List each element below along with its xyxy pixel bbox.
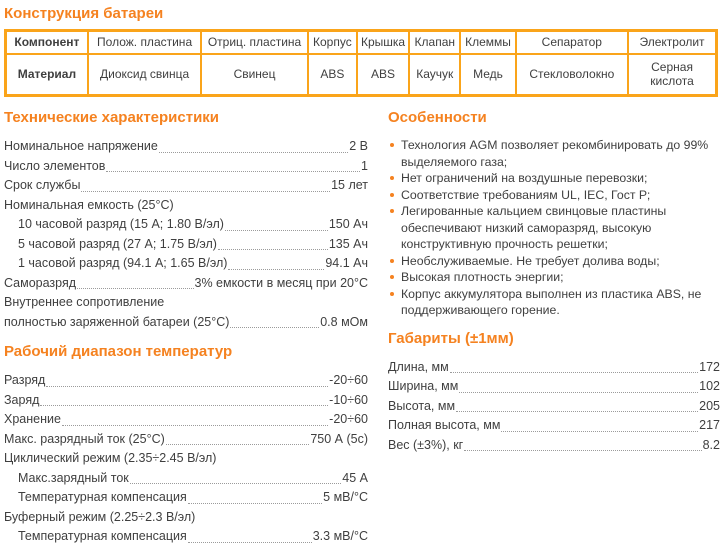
temperature-row [4,371,368,391]
feature-text: Соответствие требованиям UL, IEC, Гост Р; [401,187,651,202]
specs-list [4,137,368,332]
dimension-value: 172 [699,359,720,374]
feature-item [388,203,720,253]
dimensions-title: Габариты (±1мм) [388,329,514,347]
construction-material-cell: Диоксид свинца [88,54,201,96]
spec-row [4,215,368,235]
spec-value: 94.1 Ач [325,256,368,270]
temperature-label: Макс. разрядный ток (25°C) [4,431,165,446]
dimension-value: 217 [699,418,720,432]
temperature-label: Циклический режим (2.35÷2.45 В/эл) [4,451,217,465]
spec-row [4,293,368,313]
features-title: Особенности [388,109,487,126]
temperature-label: Разряд [4,373,46,387]
spec-row [4,137,368,157]
temperature-value: 45 А [342,470,368,485]
construction-header-cell: Отриц. пластина [201,31,307,54]
temperature-label: Хранение [4,412,61,426]
dimension-label: Длина, мм [388,359,449,374]
spec-value: 15 лет [331,178,368,192]
dotted-leader [130,483,342,484]
dotted-leader [81,191,330,192]
features-list [388,137,720,319]
temperature-value: -20÷60 [329,412,368,426]
feature-item [388,187,720,204]
feature-item [388,269,720,286]
dimension-label: Ширина, мм [388,379,459,393]
construction-material-row [6,54,717,96]
temperature-label: Заряд [4,392,40,407]
feature-text: Технология AGM позволяет рекомбинировать до 99% выделяемого газа; [401,138,709,169]
dimension-value: 205 [699,398,720,413]
temperature-row [4,527,368,547]
feature-item [388,286,720,319]
spec-label: 1 часовой разряд (94.1 А; 1.65 В/эл) [18,256,228,270]
construction-header-cell: Сепаратор [516,31,628,54]
spec-row [4,313,368,333]
temperature-value: -10÷60 [329,392,368,407]
feature-text: Легированные кальцием свинцовые пластины обеспечивают низкий саморазряд, высокую конструктивную прочность решетки; [401,204,667,251]
dimension-value: 102 [699,379,720,393]
temperature-value: 750 А (5с) [310,431,368,446]
construction-material-cell: Медь [460,54,515,96]
construction-material-cell: ABS [357,54,409,96]
bullet-icon [390,143,394,147]
dotted-leader [46,386,328,387]
temperature-row [4,488,368,508]
bullet-icon [390,275,394,279]
spec-row [4,254,368,274]
temperature-label: Температурная компенсация [18,529,187,543]
construction-header-cell: Крышка [357,31,409,54]
temperature-row [4,469,368,489]
dotted-leader [106,171,360,172]
spec-value: 3% емкости в месяц при 20°C [194,275,368,290]
spec-label: 10 часовой разряд (15 А; 1.80 В/эл) [18,217,224,231]
two-column-layout [4,106,718,547]
bullet-icon [390,176,394,180]
bullet-icon [390,259,394,263]
construction-header-row [6,31,717,54]
spec-label: Саморазряд [4,275,77,290]
dimension-row [388,358,720,378]
construction-title: Конструкция батареи [4,5,164,22]
temperature-row [4,391,368,411]
temperature-title: Рабочий диапазон температур [4,343,233,360]
dotted-leader [230,327,319,328]
dimensions-list [388,358,720,456]
dimension-row [388,377,720,397]
specs-title: Технические характеристики [4,109,220,126]
construction-header-cell: Клеммы [460,31,515,54]
temperature-row [4,430,368,450]
construction-material-cell: Серная кислота [628,54,716,96]
spec-label: Номинальное напряжение [4,139,158,153]
spec-value: 150 Ач [328,217,368,231]
construction-material-cell: Каучук [409,54,460,96]
bullet-icon [390,292,394,296]
dimension-value: 8.2 [702,437,720,452]
feature-item [388,137,720,170]
temperature-row [4,410,368,430]
spec-value: 135 Ач [328,236,368,251]
dotted-leader [228,269,324,270]
construction-header-cell: Компонент [6,31,88,54]
construction-header-cell: Клапан [409,31,460,54]
dotted-leader [225,230,328,231]
temperature-list [4,371,368,547]
spec-label: полностью заряженной батареи (25°C) [4,314,230,329]
feature-text: Нет ограничений на воздушные перевозки; [401,171,648,185]
dimension-label: Вес (±3%), кг [388,437,464,452]
spec-value: 2 В [349,139,368,153]
spec-row [4,176,368,196]
dotted-leader [62,425,328,426]
dotted-leader [188,542,312,543]
dimension-label: Высота, мм [388,398,456,413]
spec-label: Номинальная емкость (25°C) [4,197,174,212]
construction-header-cell: Полож. пластина [88,31,201,54]
temperature-value: 3.3 мВ/°С [312,529,368,543]
temperature-label: Буферный режим (2.25÷2.3 В/эл) [4,509,196,524]
spec-row [4,274,368,294]
dotted-leader [218,249,328,250]
feature-text: Высокая плотность энергии; [401,270,564,284]
dotted-leader [40,405,328,406]
temperature-label: Макс.зарядный ток [18,470,129,485]
construction-table [4,29,718,97]
left-column [4,106,368,547]
spec-row [4,157,368,177]
dotted-leader [459,392,698,393]
spec-value: 1 [361,158,368,173]
temperature-value: 5 мВ/°С [323,490,368,504]
construction-header-cell: Корпус [308,31,357,54]
feature-text: Необслуживаемые. Не требует долива воды; [401,253,660,268]
feature-item [388,170,720,187]
temperature-row [4,508,368,528]
right-column [388,106,720,547]
construction-material-cell: Свинец [201,54,307,96]
feature-text: Корпус аккумулятора выполнен из пластика ABS, не поддерживающего горение. [401,286,702,317]
dotted-leader [188,503,322,504]
dotted-leader [159,152,348,153]
temperature-value: -20÷60 [329,373,368,387]
dimension-row [388,416,720,436]
construction-header-cell: Электролит [628,31,716,54]
dotted-leader [450,372,698,373]
construction-material-cell: ABS [308,54,357,96]
construction-row-label: Материал [6,54,88,96]
dotted-leader [166,444,310,445]
dotted-leader [501,431,698,432]
spec-label: 5 часовой разряд (27 А; 1.75 В/эл) [18,236,217,251]
dotted-leader [464,450,701,451]
dotted-leader [456,411,698,412]
temperature-label: Температурная компенсация [18,490,187,504]
spec-label: Срок службы [4,178,81,192]
spec-row [4,196,368,216]
feature-item [388,253,720,270]
spec-value: 0.8 мОм [320,314,368,329]
spec-row [4,235,368,255]
bullet-icon [390,193,394,197]
spec-label: Число элементов [4,158,106,173]
dimension-label: Полная высота, мм [388,418,501,432]
spec-label: Внутреннее сопротивление [4,295,165,309]
construction-material-cell: Стекловолокно [516,54,628,96]
temperature-row [4,449,368,469]
dimension-row [388,436,720,456]
dotted-leader [77,288,193,289]
bullet-icon [390,209,394,213]
dimension-row [388,397,720,417]
